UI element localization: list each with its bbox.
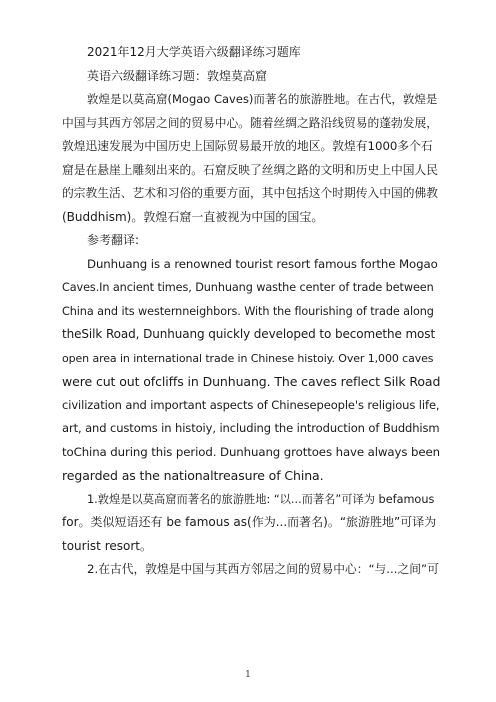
english-line: art, and customs in histoiy, including the introduction of Buddhism — [62, 421, 440, 435]
english-line: civilization and important aspects of Chinesepeople's religious life, — [62, 397, 440, 412]
translation-note-2 — [62, 558, 440, 582]
english-line: toChina during this period. Dunhuang grottoes have always been — [62, 444, 441, 459]
reference-heading: 参考翻译: — [87, 233, 140, 247]
chinese-line: 敦煌迅速发展为中国历史上国际贸易最开放的地区。敦煌有1000多个石 — [62, 139, 433, 153]
english-line: China and its westernneighbors. With the flourishing of trade along — [62, 304, 434, 318]
english-paragraph — [62, 253, 440, 488]
document-body — [62, 41, 440, 582]
chinese-line: 的宗教生活、艺术和习俗的重要方面，其中包括这个时期传入中国的佛教 — [62, 186, 438, 200]
document-subtitle: 英语六级翻译练习题：敦煌莫高窟 — [87, 68, 268, 83]
english-line: theSilk Road, Dunhuang quickly developed to becomethe most — [62, 327, 436, 341]
english-line: were cut out ofcliffs in Dunhuang. The caves reflect Silk Road — [62, 374, 441, 389]
note-line: 1.敦煌是以莫高窟而著名的旅游胜地: “以...而著名”可译为 befamous — [87, 492, 435, 506]
english-line: regarded as the nationaltreasure of China. — [62, 468, 324, 483]
translation-note-1 — [62, 488, 440, 559]
chinese-paragraph — [62, 88, 440, 229]
page-number: 1 — [245, 670, 251, 680]
english-line: Dunhuang is a renowned tourist resort famous forthe Mogao — [87, 256, 438, 271]
english-line: Caves.In ancient times, Dunhuang wasthe center of trade between — [62, 281, 434, 294]
chinese-line: 窟是在悬崖上雕刻出来的。石窟反映了丝绸之路的文明和历史上中国人民 — [62, 162, 438, 177]
note-line: for。类似短语还有 be famous as(作为...而著名)。“旅游胜地”可译为 — [62, 515, 437, 529]
chinese-line: 中国与其西方邻居之间的贸易中心。随着丝绸之路沿线贸易的蓬勃发展， — [62, 115, 438, 130]
note-line: 2.在古代，敦煌是中国与其西方邻居之间的贸易中心：“与...之间”可 — [87, 562, 439, 576]
note-line: tourist resort。 — [62, 538, 152, 553]
chinese-line: (Buddhism)。敦煌石窟一直被视为中国的国宝。 — [62, 209, 324, 224]
english-line: open area in international trade in Chinese histoiy. Over 1,000 caves — [62, 351, 434, 365]
chinese-line: 敦煌是以莫高窟(Mogao Caves)而著名的旅游胜地。在古代，敦煌是 — [87, 92, 438, 106]
document-title: 2021年12月大学英语六级翻译练习题库 — [87, 45, 301, 59]
